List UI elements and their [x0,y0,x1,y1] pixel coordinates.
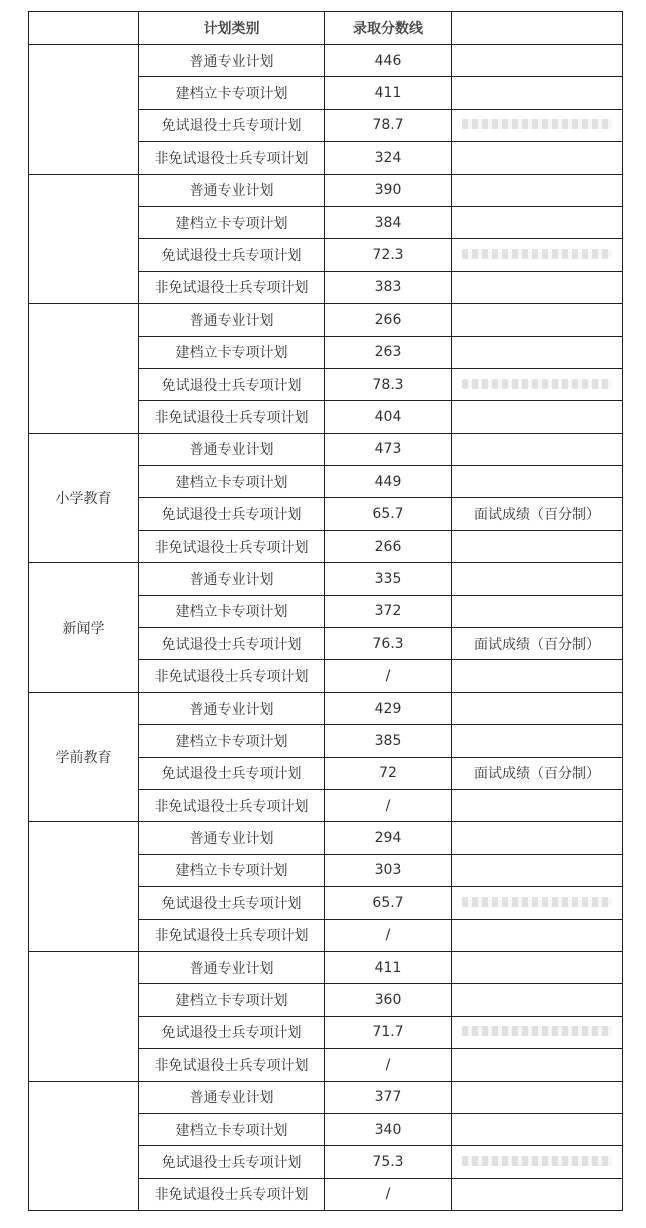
note-cell [452,304,623,336]
plan-type-cell: 免试退役士兵专项计划 [139,368,325,400]
plan-type-cell: 非免试退役士兵专项计划 [139,1178,325,1210]
score-cell: 65.7 [325,498,452,530]
major-cell: 新闻学 [29,563,139,693]
plan-type-cell: 免试退役士兵专项计划 [139,628,325,660]
score-cell: / [325,1049,452,1081]
plan-type-cell: 免试退役士兵专项计划 [139,887,325,919]
note-cell [452,660,623,692]
note-cell [452,206,623,238]
score-cell: 383 [325,271,452,303]
score-cell: 78.3 [325,368,452,400]
score-cell: 446 [325,45,452,77]
note-cell [452,563,623,595]
plan-type-cell: 建档立卡专项计划 [139,725,325,757]
score-cell: 75.3 [325,1146,452,1178]
note-cell [452,984,623,1016]
plan-type-cell: 建档立卡专项计划 [139,854,325,886]
score-cell: 411 [325,951,452,983]
note-cell [452,466,623,498]
score-cell: / [325,789,452,821]
note-cell [452,77,623,109]
score-cell: 294 [325,822,452,854]
redacted-note [462,1026,612,1036]
plan-type-cell: 普通专业计划 [139,563,325,595]
note-cell: 面试成绩（百分制） [452,628,623,660]
note-cell [452,951,623,983]
table-row [29,1081,623,1113]
note-cell [452,401,623,433]
note-cell [452,142,623,174]
score-cell: 384 [325,206,452,238]
redacted-note [462,249,612,259]
table-row [29,692,623,724]
plan-type-cell: 建档立卡专项计划 [139,206,325,238]
plan-type-cell: 免试退役士兵专项计划 [139,757,325,789]
note-cell [452,174,623,206]
major-cell: 小学教育 [29,433,139,563]
header-row [29,12,623,45]
score-cell: 360 [325,984,452,1016]
table-body [29,45,623,1211]
admission-score-table [28,11,623,1211]
redacted-note [462,1156,612,1166]
note-cell [452,45,623,77]
score-cell: / [325,919,452,951]
score-cell: 324 [325,142,452,174]
plan-type-cell: 非免试退役士兵专项计划 [139,660,325,692]
score-cell: 76.3 [325,628,452,660]
plan-type-cell: 非免试退役士兵专项计划 [139,271,325,303]
plan-type-cell: 普通专业计划 [139,951,325,983]
plan-type-cell: 免试退役士兵专项计划 [139,109,325,141]
score-cell: 72 [325,757,452,789]
plan-type-cell: 非免试退役士兵专项计划 [139,401,325,433]
score-cell: 72.3 [325,239,452,271]
redacted-note [462,119,612,129]
plan-type-cell: 普通专业计划 [139,822,325,854]
header-note [452,12,623,45]
note-cell [452,789,623,821]
note-cell [452,887,623,919]
plan-type-cell: 普通专业计划 [139,433,325,465]
plan-type-cell: 非免试退役士兵专项计划 [139,1049,325,1081]
plan-type-cell: 普通专业计划 [139,304,325,336]
note-cell [452,368,623,400]
score-cell: 263 [325,336,452,368]
plan-type-cell: 免试退役士兵专项计划 [139,1016,325,1048]
header-plan-type: 计划类别 [139,12,325,45]
note-cell [452,1146,623,1178]
score-cell: 340 [325,1113,452,1145]
note-cell: 面试成绩（百分制） [452,757,623,789]
note-cell [452,271,623,303]
score-cell: / [325,1178,452,1210]
score-cell: 385 [325,725,452,757]
major-cell [29,45,139,175]
table-header [29,12,623,45]
score-cell: 78.7 [325,109,452,141]
table-row [29,822,623,854]
major-cell [29,304,139,434]
major-cell [29,822,139,952]
note-cell [452,1113,623,1145]
redacted-note [462,379,612,389]
score-cell: 429 [325,692,452,724]
table-row [29,304,623,336]
note-cell [452,725,623,757]
table-row [29,45,623,77]
major-cell [29,174,139,304]
note-cell [452,109,623,141]
note-cell [452,1016,623,1048]
header-admission-score: 录取分数线 [325,12,452,45]
score-cell: 404 [325,401,452,433]
table-row [29,174,623,206]
note-cell [452,433,623,465]
table-row [29,951,623,983]
score-cell: 449 [325,466,452,498]
redacted-note [462,897,612,907]
note-cell [452,336,623,368]
plan-type-cell: 建档立卡专项计划 [139,336,325,368]
plan-type-cell: 普通专业计划 [139,174,325,206]
plan-type-cell: 普通专业计划 [139,692,325,724]
plan-type-cell: 非免试退役士兵专项计划 [139,530,325,562]
note-cell [452,1081,623,1113]
plan-type-cell: 建档立卡专项计划 [139,595,325,627]
table-row [29,433,623,465]
score-cell: 411 [325,77,452,109]
plan-type-cell: 建档立卡专项计划 [139,466,325,498]
plan-type-cell: 建档立卡专项计划 [139,984,325,1016]
plan-type-cell: 非免试退役士兵专项计划 [139,142,325,174]
plan-type-cell: 非免试退役士兵专项计划 [139,789,325,821]
plan-type-cell: 免试退役士兵专项计划 [139,239,325,271]
major-cell: 学前教育 [29,692,139,822]
plan-type-cell: 非免试退役士兵专项计划 [139,919,325,951]
score-cell: / [325,660,452,692]
note-cell [452,854,623,886]
plan-type-cell: 免试退役士兵专项计划 [139,1146,325,1178]
note-cell [452,1049,623,1081]
note-cell [452,239,623,271]
score-cell: 71.7 [325,1016,452,1048]
score-cell: 266 [325,304,452,336]
note-cell: 面试成绩（百分制） [452,498,623,530]
major-cell [29,1081,139,1211]
plan-type-cell: 建档立卡专项计划 [139,77,325,109]
plan-type-cell: 普通专业计划 [139,1081,325,1113]
plan-type-cell: 普通专业计划 [139,45,325,77]
note-cell [452,1178,623,1210]
table-row [29,563,623,595]
score-cell: 335 [325,563,452,595]
note-cell [452,692,623,724]
header-major [29,12,139,45]
note-cell [452,822,623,854]
plan-type-cell: 建档立卡专项计划 [139,1113,325,1145]
score-cell: 303 [325,854,452,886]
score-cell: 390 [325,174,452,206]
score-cell: 266 [325,530,452,562]
note-cell [452,530,623,562]
score-cell: 473 [325,433,452,465]
plan-type-cell: 免试退役士兵专项计划 [139,498,325,530]
major-cell [29,951,139,1081]
score-cell: 372 [325,595,452,627]
score-cell: 377 [325,1081,452,1113]
note-cell [452,919,623,951]
score-cell: 65.7 [325,887,452,919]
note-cell [452,595,623,627]
